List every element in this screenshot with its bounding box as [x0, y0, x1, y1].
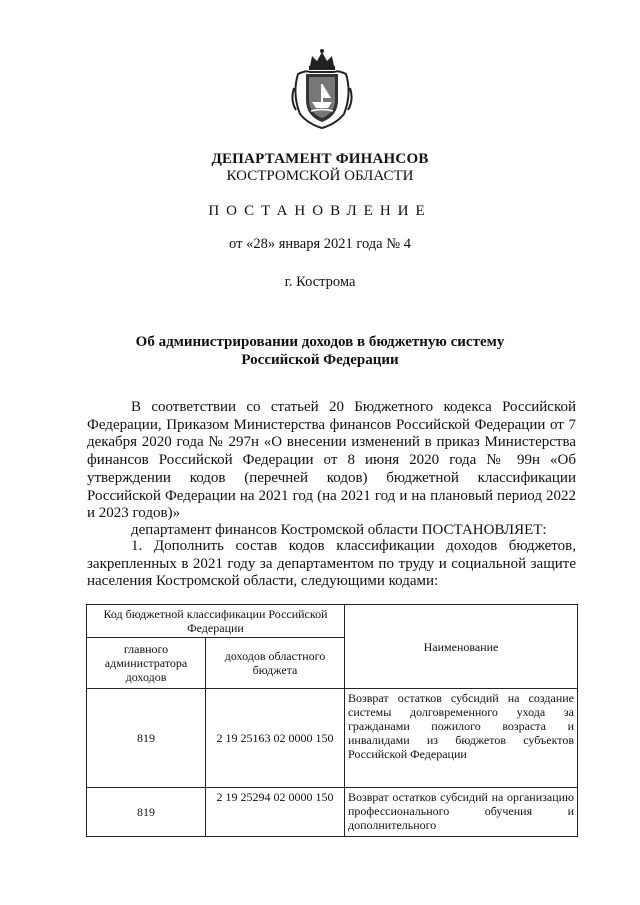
classification-codes-table [86, 604, 578, 837]
header-main-administrator: главного администратора доходов [87, 638, 206, 689]
department-title: ДЕПАРТАМЕНТ ФИНАНСОВ [211, 151, 429, 167]
table-row [87, 689, 578, 788]
subject-line-1: Об администрировании доходов в бюджетную систему [135, 334, 505, 350]
document-type: ПОСТАНОВЛЕНИЕ [208, 203, 432, 219]
header-name: Наименование [345, 605, 578, 689]
income-name-cell: Возврат остатков субсидий на организацию профессионального обучения и дополнительного [345, 788, 578, 837]
subject-line-2: Российской Федерации [241, 352, 399, 368]
preamble-paragraph: В соответствии со статьей 20 Бюджетного кодекса Российской Федерации, Приказом Министерства финансов Российской Федерации от 7 декабря 2020 года № 297н «О внесении изменений в приказ Министерства финансов Российской Федерации от 8 июня 2020 года № 99н «Об утверждении кодов (перечней кодов) бюджетной классификации Российской Федерации на 2021 год (на 2021 год и на плановый период 2022 и 2023 годов)» [87, 399, 576, 522]
admin-code-cell: 819 [87, 788, 206, 837]
table-row [87, 788, 578, 837]
income-code-cell: 2 19 25163 02 0000 150 [206, 689, 345, 788]
income-name-cell: Возврат остатков субсидий на создание системы долговременного ухода за гражданами пожилого возраста и инвалидами из бюджетов субъектов Российской Федерации [345, 689, 578, 788]
header-budget-classification: Код бюджетной классификации Российской Федерации [87, 605, 345, 638]
table-header-row [87, 605, 578, 638]
header-regional-budget-income: доходов областного бюджета [206, 638, 345, 689]
coat-of-arms-icon [290, 48, 354, 130]
clause-1-paragraph: 1. Дополнить состав кодов классификации доходов бюджетов, закрепленных в 2021 году за департаментом по труду и социальной защите населения Костромской области, следующими кодами: [87, 538, 576, 590]
resolution-paragraph: департамент финансов Костромской области ПОСТАНОВЛЯЕТ: [131, 522, 547, 538]
document-date: от «28» января 2021 года № 4 [229, 236, 411, 252]
region-title: КОСТРОМСКОЙ ОБЛАСТИ [226, 168, 414, 184]
document-city: г. Кострома [284, 274, 356, 290]
document-subject [0, 333, 640, 369]
income-code-cell: 2 19 25294 02 0000 150 [206, 788, 345, 837]
admin-code-cell: 819 [87, 689, 206, 788]
